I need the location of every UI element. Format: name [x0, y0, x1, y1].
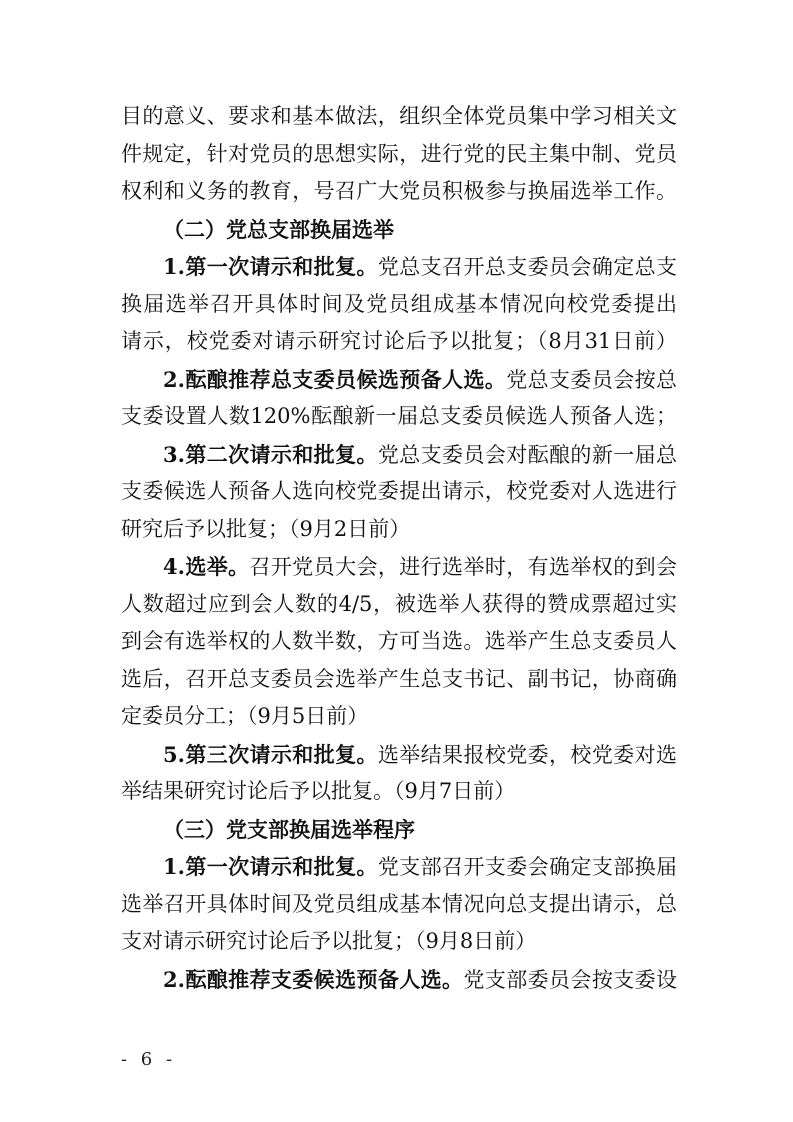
heading-run: 1.第一次请示和批复。 [163, 254, 378, 279]
page-number: - 6 - [121, 1049, 177, 1070]
text-line [121, 623, 677, 661]
text-line [121, 323, 677, 361]
heading-run: 2.酝酿推荐支委候选预备人选。 [163, 966, 464, 992]
text-run: 举结果研究讨论后予以批复。（9月7日前） [121, 779, 516, 803]
document-body [121, 98, 677, 998]
text-line [121, 361, 677, 399]
text-run: 目的意义、要求和基本做法，组织全体党员集中学习相关文 [121, 104, 677, 128]
text-run: 人数超过应到会人数的4/5，被选举人获得的赞成票超过实 [121, 591, 677, 616]
text-line [121, 248, 677, 286]
text-line [121, 286, 677, 324]
heading-run: 3.第二次请示和批复。 [163, 441, 378, 467]
text-line [121, 511, 677, 549]
text-run: 支对请示研究讨论后予以批复；（9月8日前） [121, 929, 537, 953]
text-run: 选举召开具体时间及党员组成基本情况向总支提出请示，总 [121, 891, 677, 916]
text-run: 党总支召开总支委员会确定总支 [377, 255, 677, 279]
text-run: 选后，召开总支委员会选举产生总支书记、副书记，协商确 [121, 666, 677, 691]
text-line [121, 661, 677, 699]
text-line [121, 848, 677, 886]
text-run: 到会有选举权的人数半数，方可当选。选举产生总支委员人 [121, 629, 677, 653]
text-line [121, 736, 677, 774]
text-run: 召开党员大会，进行选举时，有选举权的到会 [249, 555, 677, 579]
text-line [121, 773, 677, 811]
heading-run: 4.选举。 [163, 554, 250, 579]
text-run: 权利和义务的教育，号召广大党员积极参与换届选举工作。 [121, 179, 677, 203]
text-run: 定委员分工；（9月5日前） [121, 704, 369, 728]
text-run: 研究后予以批复；（9月2日前） [121, 516, 411, 541]
text-line [121, 98, 677, 136]
text-run: 支委候选人预备人选向校党委提出请示，校党委对人选进行 [121, 479, 677, 503]
text-run: 支委设置人数120%酝酿新一届总支委员候选人预备人选； [121, 404, 677, 428]
text-run: 党支部召开支委会确定支部换届 [377, 855, 677, 879]
text-line [121, 698, 677, 736]
text-run: 党支部委员会按支委设 [463, 967, 677, 992]
text-run: 选举结果报校党委，校党委对选 [377, 742, 677, 767]
text-run: 件规定，针对党员的思想实际，进行党的民主集中制、党员 [121, 141, 677, 166]
text-line [121, 398, 677, 436]
text-line [121, 136, 677, 174]
text-line [121, 811, 677, 849]
text-line [121, 436, 677, 474]
text-line [121, 548, 677, 586]
text-run: 请示，校党委对请示研究讨论后予以批复；（8月31日前） [121, 329, 677, 353]
text-run: 党总支委员会对酝酿的新一届总 [377, 442, 677, 467]
heading-run: （三）党支部换届选举程序 [163, 816, 415, 842]
text-line [121, 923, 677, 961]
heading-run: 5.第三次请示和批复。 [163, 741, 378, 767]
text-run: 党总支委员会按总 [506, 367, 677, 392]
text-line [121, 173, 677, 211]
heading-run: 2.酝酿推荐总支委员候选预备人选。 [163, 366, 507, 392]
text-line [121, 886, 677, 924]
heading-run: 1.第一次请示和批复。 [163, 854, 378, 879]
text-line [121, 961, 677, 999]
text-line [121, 586, 677, 624]
text-run: 换届选举召开具体时间及党员组成基本情况向校党委提出 [121, 291, 677, 316]
text-line [121, 211, 677, 249]
heading-run: （二）党总支部换届选举 [163, 216, 394, 242]
text-line [121, 473, 677, 511]
